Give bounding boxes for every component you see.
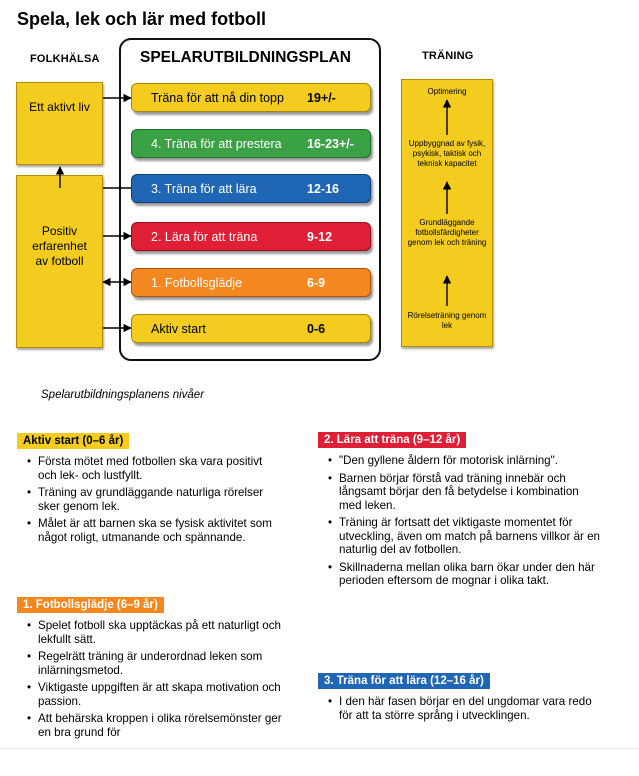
stage-optimering: Optimering xyxy=(427,87,467,96)
bullet: • Målet är att barnen ska se fysisk aktivitet som något roligt, utmanande och spännande. xyxy=(27,517,272,544)
section-heading: 1. Fotbollsglädje (6–9 år) xyxy=(17,597,164,613)
box-aktivt-liv-label: Ett aktivt liv xyxy=(29,100,90,114)
traning-heading: TRÄNING xyxy=(422,50,474,62)
section-heading: 2. Lära att träna (9–12 år) xyxy=(318,432,466,448)
bottom-divider xyxy=(0,748,639,749)
section-heading: 3. Träna för att lära (12–16 år) xyxy=(318,673,490,689)
level-name: 3. Träna för att lära xyxy=(151,181,257,196)
section-fotbollsgladje xyxy=(17,595,282,743)
level-age: 12-16 xyxy=(307,181,339,196)
stage-grundlaggande: Grundläggande fotbollsfärdigheter genom lek och träning xyxy=(407,218,487,247)
diagram-arrows xyxy=(0,0,639,380)
stage-uppbyggnad: Uppbyggnad av fysik, psykisk, taktisk och teknisk kapacitet xyxy=(408,139,486,168)
section-trana-for-att-lara xyxy=(318,671,603,726)
level-age: 0-6 xyxy=(307,321,326,336)
bullet: • Viktigaste uppgiften är att skapa motivation och passion. xyxy=(27,681,282,708)
stage-rorelsetraning: Rörelseträning genom lek xyxy=(407,311,487,330)
figure-caption: Spelarutbildningsplanens nivåer xyxy=(41,389,205,401)
bullet: • Barnen börjar förstå vad träning innebär och långsamt börjar den få betydelse i kombination med leken. xyxy=(328,472,603,513)
level-age: 6-9 xyxy=(307,275,326,290)
bullet: • Träning är fortsatt det viktigaste momentet för utveckling, även om match på barnens villkor är en naturlig del av fotbollen. xyxy=(328,516,603,557)
page-title: Spela, lek och lär med fotboll xyxy=(17,9,267,29)
level-name: 2. Lära för att träna xyxy=(151,229,258,244)
bullet: • Träning av grundläggande naturliga rörelser sker genom lek. xyxy=(27,486,272,513)
bullet: • Att behärska kroppen i olika rörelsemönster ger en bra grund för xyxy=(27,712,282,739)
plan-heading: SPELARUTBILDNINGSPLAN xyxy=(140,49,351,66)
level-name: Aktiv start xyxy=(151,321,206,336)
level-name: Träna för att nå din topp xyxy=(151,90,284,105)
section-lara-att-trana xyxy=(318,430,603,592)
section-aktiv-start xyxy=(17,431,272,548)
bullet: • I den här fasen börjar en del ungdomar vara redo för att ta större språng i utvecklingen. xyxy=(328,695,603,722)
section-heading: Aktiv start (0–6 år) xyxy=(17,433,129,449)
bullet: • "Den gyllene åldern för motorisk inlärning". xyxy=(328,454,603,468)
level-name: 1. Fotbollsglädje xyxy=(151,275,243,290)
level-age: 9-12 xyxy=(307,229,333,244)
level-age: 16-23+/- xyxy=(307,136,354,151)
folkhalsa-heading: FOLKHÄLSA xyxy=(30,53,100,65)
level-name: 4. Träna för att prestera xyxy=(151,136,282,151)
bullet: • Spelet fotboll ska upptäckas på ett naturligt och lekfullt sätt. xyxy=(27,619,282,646)
bullet: • Regelrätt träning är underordnad leken som inlärningsmetod. xyxy=(27,650,282,677)
box-positiv-erfarenhet-label: Positiv erfarenhet av fotboll xyxy=(32,224,87,268)
bullet: • Första mötet med fotbollen ska vara positivt och lek- och lustfyllt. xyxy=(27,455,272,482)
left-to-levels-arrows xyxy=(60,98,131,328)
level-age: 19+/- xyxy=(307,90,336,105)
bullet: • Skillnaderna mellan olika barn ökar under den här perioden eftersom de mognar i olika takt. xyxy=(328,561,603,588)
